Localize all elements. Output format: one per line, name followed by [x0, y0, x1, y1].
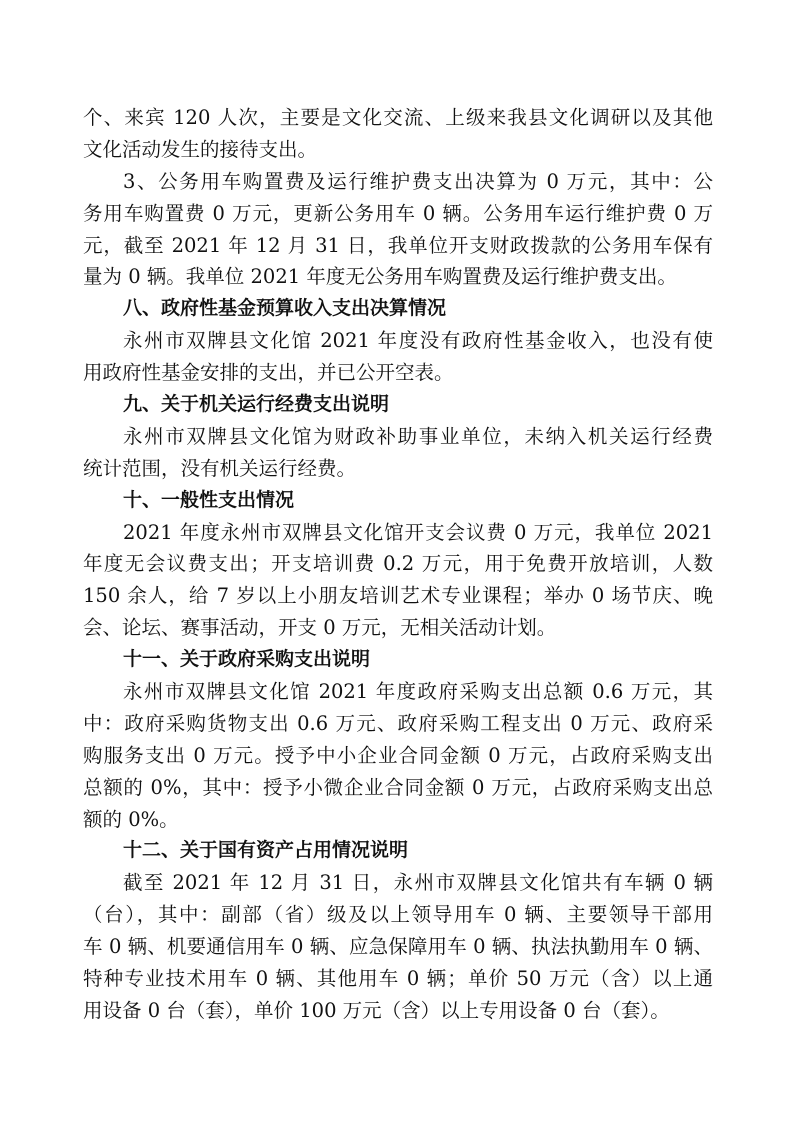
heading-text: 十二、关于国有资产占用情况说明 [123, 839, 409, 862]
text-line: 总额的 0%，其中：授予小微企业合同金额 0 万元，占政府采购支出总 [83, 775, 713, 799]
heading-text: 八、政府性基金预算收入支出决算情况 [123, 297, 447, 320]
text-line: 用政府性基金安排的支出，并已公开空表。 [83, 361, 454, 385]
section-heading [83, 389, 713, 421]
text-line: 统计范围，没有机关运行经费。 [83, 456, 357, 480]
heading-text: 十、一般性支出情况 [123, 488, 295, 511]
text-line: 中：政府采购货物支出 0.6 万元、政府采购工程支出 0 万元、政府采 [83, 711, 713, 735]
text-line: 永州市双牌县文化馆 2021 年度没有政府性基金收入，也没有使 [123, 329, 713, 353]
text-line: 会、论坛、赛事活动，开支 0 万元，无相关活动计划。 [83, 616, 557, 640]
text-line: 用设备 0 台（套），单价 100 万元（含）以上专用设备 0 台（套）。 [83, 998, 670, 1022]
paragraph [83, 676, 713, 835]
paragraph [83, 517, 713, 645]
section-heading [83, 644, 713, 676]
section-heading [83, 835, 713, 867]
text-line: 3、公务用车购置费及运行维护费支出决算为 0 万元，其中：公 [123, 169, 713, 193]
text-line: 2021 年度永州市双牌县文化馆开支会议费 0 万元，我单位 2021 [123, 520, 713, 544]
text-line: 截至 2021 年 12 月 31 日，永州市双牌县文化馆共有车辆 0 辆 [123, 871, 713, 895]
text-line: 文化活动发生的接待支出。 [83, 137, 318, 161]
text-line: 个、来宾 120 人次，主要是文化交流、上级来我县文化调研以及其他 [83, 106, 713, 129]
section-heading [83, 293, 713, 325]
heading-text: 九、关于机关运行经费支出说明 [123, 393, 390, 416]
text-line: 务用车购置费 0 万元，更新公务用车 0 辆。公务用车运行维护费 0 万 [83, 201, 713, 225]
text-line: 年度无会议费支出；开支培训费 0.2 万元，用于免费开放培训，人数 [83, 552, 713, 576]
paragraph [83, 102, 713, 166]
paragraph [83, 325, 713, 389]
document-body [83, 102, 713, 1027]
paragraph [83, 166, 713, 294]
text-line: 量为 0 辆。我单位 2021 年度无公务用车购置费及运行维护费支出。 [83, 265, 677, 289]
text-line: 特种专业技术用车 0 辆、其他用车 0 辆；单价 50 万元（含）以上通 [83, 967, 713, 991]
section-heading [83, 485, 713, 517]
paragraph [83, 421, 713, 485]
text-line: 车 0 辆、机要通信用车 0 辆、应急保障用车 0 辆、执法执勤用车 0 辆、 [83, 935, 713, 959]
text-line: 永州市双牌县文化馆 2021 年度政府采购支出总额 0.6 万元，其 [123, 680, 713, 704]
heading-text: 十一、关于政府采购支出说明 [123, 648, 371, 671]
text-line: 元，截至 2021 年 12 月 31 日，我单位开支财政拨款的公务用车保有 [83, 233, 713, 257]
paragraph [83, 867, 713, 1026]
text-line: 购服务支出 0 万元。授予中小企业合同金额 0 万元，占政府采购支出 [83, 743, 713, 767]
text-line: 150 余人，给 7 岁以上小朋友培训艺术专业课程；举办 0 场节庆、晚 [83, 584, 713, 608]
text-line: （台），其中：副部（省）级及以上领导用车 0 辆、主要领导干部用 [83, 903, 713, 927]
text-line: 永州市双牌县文化馆为财政补助事业单位，未纳入机关运行经费 [123, 424, 713, 448]
text-line: 额的 0%。 [83, 807, 179, 831]
